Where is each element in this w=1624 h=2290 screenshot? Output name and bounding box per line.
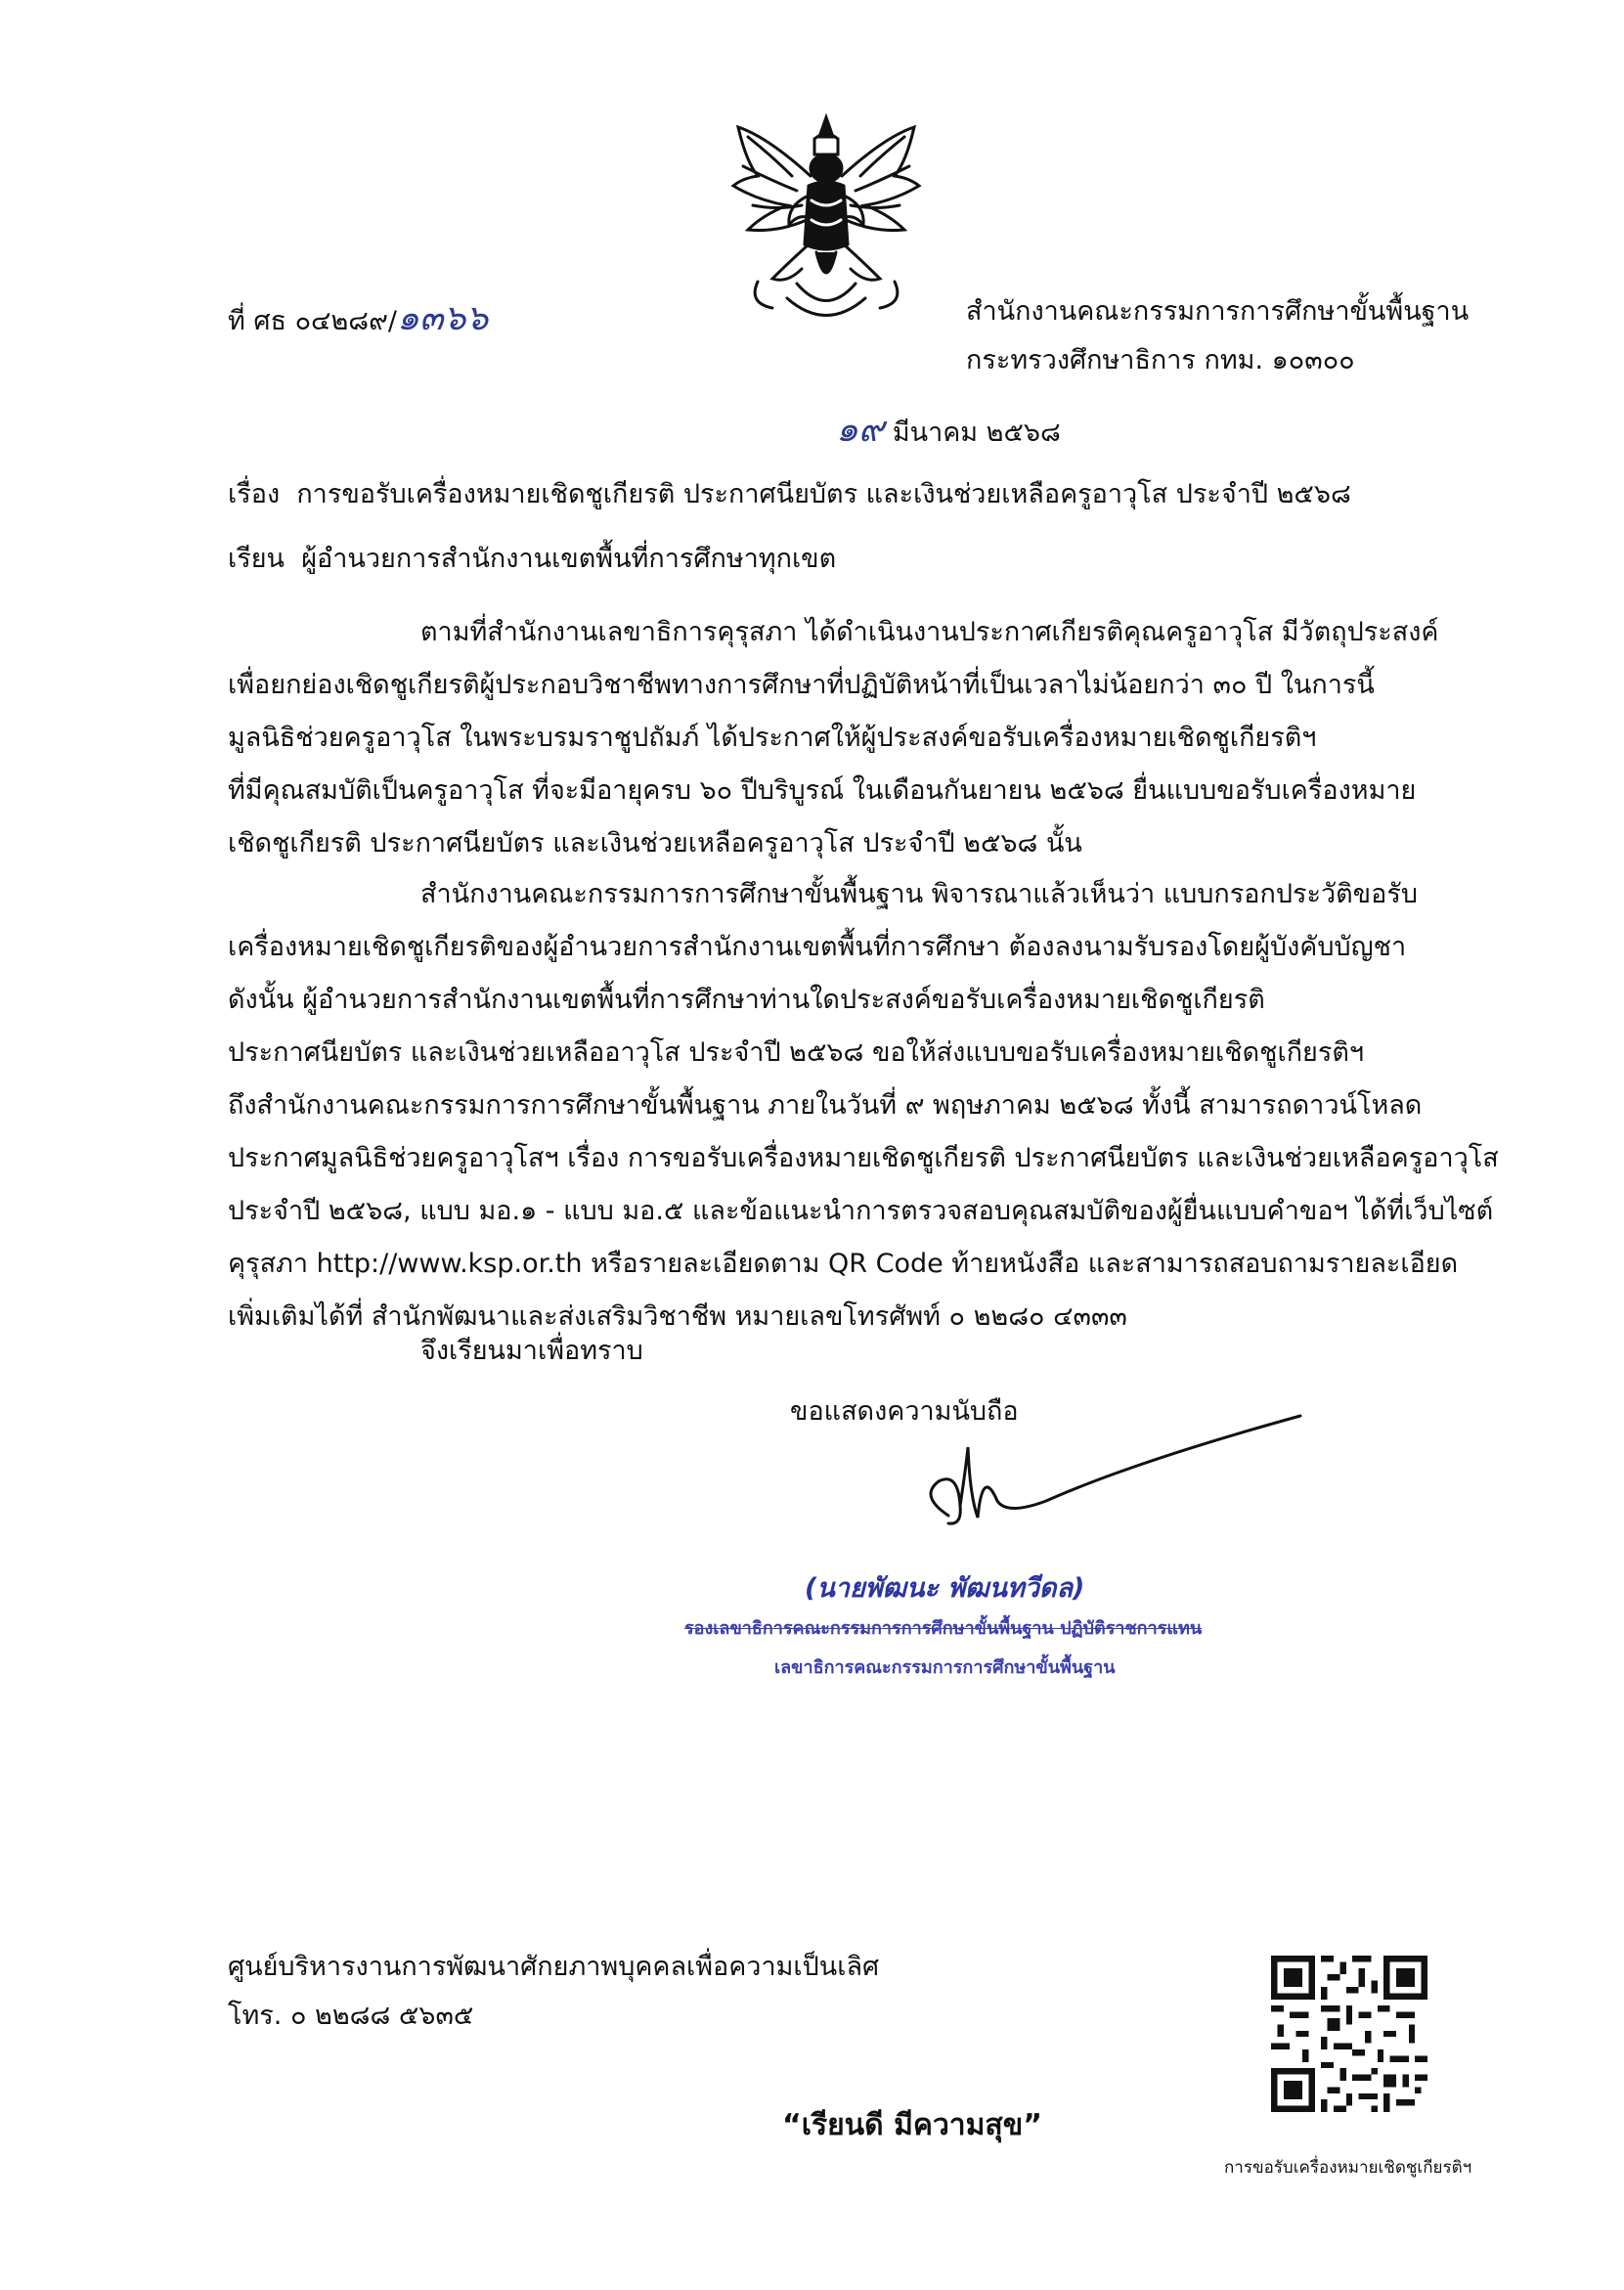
signer-name: (นายพัฒนะ พัฒนทวีดล): [805, 1573, 1085, 1604]
letter-date: [836, 410, 1061, 450]
issuer-line-1: สำนักงานคณะกรรมการการศึกษาขั้นพื้นฐาน: [966, 296, 1470, 327]
qr-code-icon: [1271, 1956, 1427, 2112]
signature-icon: [909, 1408, 1310, 1545]
footer-phone: โทร. ๐ ๒๒๘๘ ๕๖๓๕: [228, 2001, 474, 2031]
paragraph-1-line: มูลนิธิช่วยครูอาวุโส ในพระบรมราชูปถัมภ์ ได้ประกาศให้ผู้ประสงค์ขอรับเครื่องหมายเชิดชูเกียรติฯ: [228, 723, 1317, 753]
paragraph-2-line: เครื่องหมายเชิดชูเกียรติของผู้อำนวยการสำนักงานเขตพื้นที่การศึกษา ต้องลงนามรับรองโดยผู้บังคับบัญชา: [228, 932, 1407, 962]
reference-number: [228, 298, 489, 338]
issuer-line-2: กระทรวงศึกษาธิการ กทม. ๑๐๓๐๐: [966, 345, 1355, 375]
addressee-text: ผู้อำนวยการสำนักงานเขตพื้นที่การศึกษาทุกเขต: [301, 544, 837, 574]
signer-position: เลขาธิการคณะกรรมการการศึกษาขั้นพื้นฐาน: [774, 1657, 1116, 1678]
paragraph-1-line: เพื่อยกย่องเชิดชูเกียรติผู้ประกอบวิชาชีพทางการศึกษาที่ปฏิบัติหน้าที่เป็นเวลาไม่น้อยกว่า ๓๐ ปี ในการนี้: [228, 670, 1375, 700]
subject-text: การขอรับเครื่องหมายเชิดชูเกียรติ ประกาศนียบัตร และเงินช่วยเหลือครูอาวุโส ประจำปี ๒๕๖๘: [296, 479, 1351, 509]
date-day-handwritten: ๑๙: [836, 410, 885, 450]
motto: “เรียนดี มีความสุข”: [782, 2108, 1042, 2142]
reference-handwritten-number: ๑๓๖๖: [397, 298, 489, 338]
subject-label: เรื่อง: [228, 479, 281, 509]
date-month-year: มีนาคม ๒๕๖๘: [892, 418, 1061, 448]
closing-line: จึงเรียนมาเพื่อทราบ: [420, 1336, 643, 1366]
respect-line: ขอแสดงความนับถือ: [790, 1396, 1019, 1427]
footer-office: ศูนย์บริหารงานการพัฒนาศักยภาพบุคคลเพื่อความเป็นเลิศ: [228, 1952, 880, 1982]
paragraph-2-line: ประจำปี ๒๕๖๘, แบบ มอ.๑ - แบบ มอ.๕ และข้อแนะนำการตรวจสอบคุณสมบัติของผู้ยื่นแบบคำขอฯ ได้ที่เว็บไซต์: [228, 1196, 1494, 1226]
signer-position-struck: รองเลขาธิการคณะกรรมการการศึกษาขั้นพื้นฐาน ปฏิบัติราชการแทน: [684, 1618, 1203, 1639]
paragraph-2-line: คุรุสภา http://www.ksp.or.th หรือรายละเอียดตาม QR Code ท้ายหนังสือ และสามารถสอบถามรายละเอียด: [228, 1249, 1459, 1279]
garuda-emblem-icon: [719, 108, 934, 332]
addressee-label: เรียน: [228, 544, 285, 574]
paragraph-2-line: ดังนั้น ผู้อำนวยการสำนักงานเขตพื้นที่การศึกษาท่านใดประสงค์ขอรับเครื่องหมายเชิดชูเกียรติ: [228, 985, 1265, 1015]
paragraph-2-line: ถึงสำนักงานคณะกรรมการการศึกษาขั้นพื้นฐาน ภายในวันที่ ๙ พฤษภาคม ๒๕๖๘ ทั้งนี้ สามารถดาวน์โหลด: [228, 1090, 1423, 1121]
paragraph-2-line: ประกาศมูลนิธิช่วยครูอาวุโสฯ เรื่อง การขอรับเครื่องหมายเชิดชูเกียรติ ประกาศนียบัตร และเงินช่วยเหลือครูอาวุโส: [228, 1143, 1499, 1173]
paragraph-1-line: ตามที่สำนักงานเลขาธิการคุรุสภา ได้ดำเนินงานประกาศเกียรติคุณครูอาวุโส มีวัตถุประสงค์: [420, 617, 1439, 647]
reference-prefix: ที่ ศธ ๐๔๒๘๙/: [228, 306, 397, 336]
subject-line: [228, 481, 1351, 507]
addressee-line: [228, 546, 836, 572]
paragraph-1-line: เชิดชูเกียรติ ประกาศนียบัตร และเงินช่วยเหลือครูอาวุโส ประจำปี ๒๕๖๘ นั้น: [228, 828, 1082, 859]
paragraph-2-line: สำนักงานคณะกรรมการการศึกษาขั้นพื้นฐาน พิจารณาแล้วเห็นว่า แบบกรอกประวัติขอรับ: [420, 879, 1418, 909]
qr-caption: การขอรับเครื่องหมายเชิดชูเกียรติฯ: [1224, 2158, 1472, 2178]
paragraph-1-line: ที่มีคุณสมบัติเป็นครูอาวุโส ที่จะมีอายุครบ ๖๐ ปีบริบูรณ์ ในเดือนกันยายน ๒๕๖๘ ยื่นแบบขอรับเครื่องหมาย: [228, 775, 1417, 806]
paragraph-2-line: ประกาศนียบัตร และเงินช่วยเหลืออาวุโส ประจำปี ๒๕๖๘ ขอให้ส่งแบบขอรับเครื่องหมายเชิดชูเกียรติฯ: [228, 1037, 1365, 1068]
paragraph-2-line: เพิ่มเติมได้ที่ สำนักพัฒนาและส่งเสริมวิชาชีพ หมายเลขโทรศัพท์ ๐ ๒๒๘๐ ๔๓๓๓: [228, 1301, 1127, 1332]
